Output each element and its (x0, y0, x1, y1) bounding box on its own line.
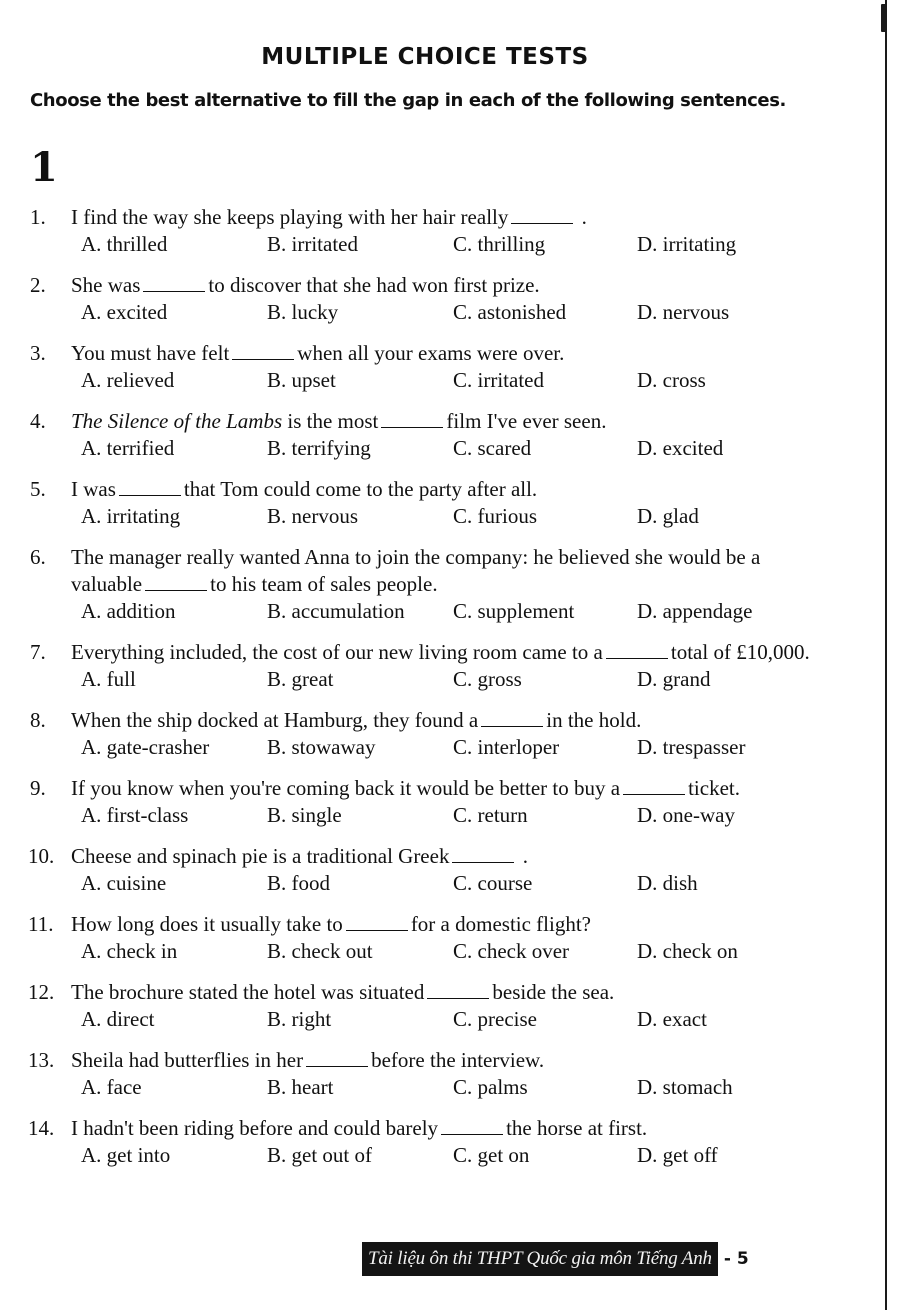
question-item (30, 204, 830, 258)
answer-option-a: A. gate-crasher (81, 735, 210, 759)
stem-text-after-gap: before the interview. (371, 1048, 545, 1072)
answer-option-c: C. get on (453, 1143, 530, 1167)
question-item (30, 272, 830, 326)
question-stem (71, 544, 830, 598)
stem-text-before-gap: Sheila had butterflies in her (71, 1048, 304, 1072)
question-stem (71, 639, 830, 666)
answer-gap (143, 274, 205, 292)
question-number: 4. (30, 409, 46, 433)
question-title-italic: The Silence of the Lambs (71, 409, 283, 433)
page-edge-mark (881, 4, 886, 32)
stem-text-after-gap: when all your exams were over. (297, 341, 565, 365)
answer-gap (452, 845, 514, 863)
answer-options (71, 666, 830, 693)
question-number: 6. (30, 545, 46, 569)
answer-option-c: C. gross (453, 667, 522, 691)
question-number: 12. (28, 980, 55, 1004)
question-item (30, 408, 830, 462)
answer-option-c: C. supplement (453, 599, 575, 623)
answer-option-a: A. first-class (81, 803, 189, 827)
answer-options (71, 734, 830, 761)
question-stem (71, 979, 830, 1006)
answer-options (71, 1142, 830, 1169)
footer-banner: Tài liệu ôn thi THPT Quốc gia môn Tiếng Anh (362, 1242, 718, 1276)
stem-text-before-gap: is the most (282, 409, 379, 433)
answer-gap (306, 1049, 368, 1067)
answer-option-d: D. excited (637, 436, 724, 460)
answer-option-c: C. irritated (453, 368, 544, 392)
answer-option-b: B. food (267, 871, 330, 895)
stem-text-after-gap: for a domestic flight? (410, 912, 592, 936)
answer-options (71, 503, 830, 530)
stem-text-after-gap: to discover that she had won first prize. (208, 273, 540, 297)
answer-option-c: C. astonished (453, 300, 567, 324)
answer-option-b: B. lucky (267, 300, 339, 324)
stem-text-after-gap: that Tom could come to the party after all. (183, 477, 538, 501)
answer-option-d: D. check on (637, 939, 738, 963)
answer-options (71, 870, 830, 897)
question-number: 11. (28, 912, 54, 936)
answer-options (71, 435, 830, 462)
stem-text-after-gap: . (576, 205, 587, 229)
question-stem (71, 1047, 830, 1074)
answer-option-b: B. heart (267, 1075, 334, 1099)
answer-option-a: A. thrilled (81, 232, 168, 256)
answer-option-b: B. irritated (267, 232, 358, 256)
question-number: 5. (30, 477, 46, 501)
answer-gap (427, 981, 489, 999)
answer-gap (606, 641, 668, 659)
question-stem (71, 911, 830, 938)
stem-text-before-gap: I hadn't been riding before and could barely (71, 1116, 439, 1140)
answer-gap (623, 777, 685, 795)
answer-option-c: C. scared (453, 436, 532, 460)
answer-options (71, 802, 830, 829)
stem-text-before-gap: I find the way she keeps playing with her hair really (71, 205, 509, 229)
answer-option-a: A. face (81, 1075, 142, 1099)
question-stem (71, 775, 830, 802)
question-item (30, 639, 830, 693)
answer-option-a: A. cuisine (81, 871, 167, 895)
answer-option-d: D. cross (637, 368, 706, 392)
question-number: 13. (28, 1048, 55, 1072)
stem-text-after-gap: . (517, 844, 528, 868)
stem-text-after-gap: ticket. (688, 776, 740, 800)
answer-option-d: D. irritating (637, 232, 737, 256)
stem-text-before-gap: When the ship docked at Hamburg, they found a (71, 708, 479, 732)
answer-option-b: B. check out (267, 939, 373, 963)
question-number: 9. (30, 776, 46, 800)
question-number: 2. (30, 273, 46, 297)
answer-option-b: B. nervous (267, 504, 358, 528)
stem-text-after-gap: the horse at first. (506, 1116, 648, 1140)
answer-option-d: D. appendage (637, 599, 753, 623)
answer-options (71, 299, 830, 326)
question-stem (71, 272, 830, 299)
answer-gap (481, 709, 543, 727)
stem-text-before-gap: The brochure stated the hotel was situated (71, 980, 425, 1004)
answer-options (71, 367, 830, 394)
question-stem (71, 476, 830, 503)
page-number: 5 (736, 1249, 749, 1269)
question-stem (71, 1115, 830, 1142)
answer-option-b: B. right (267, 1007, 332, 1031)
answer-option-b: B. terrifying (267, 436, 371, 460)
answer-option-a: A. direct (81, 1007, 155, 1031)
answer-gap (119, 478, 181, 496)
answer-options (71, 598, 830, 625)
answer-option-c: C. palms (453, 1075, 528, 1099)
question-stem (71, 843, 830, 870)
question-stem (71, 204, 830, 231)
question-number: 14. (28, 1116, 55, 1140)
answer-option-c: C. course (453, 871, 533, 895)
answer-gap (511, 206, 573, 224)
answer-gap (232, 342, 294, 360)
answer-option-d: D. get off (637, 1143, 718, 1167)
answer-option-a: A. excited (81, 300, 168, 324)
question-item (30, 1115, 830, 1169)
stem-text-before-gap: I was (71, 477, 116, 501)
answer-option-c: C. precise (453, 1007, 537, 1031)
answer-options (71, 938, 830, 965)
question-item (30, 843, 830, 897)
stem-text-before-gap: If you know when you're coming back it would be better to buy a (71, 776, 621, 800)
instructions-text: Choose the best alternative to fill the gap in each of the following sentences. (30, 90, 786, 111)
answer-option-b: B. single (267, 803, 342, 827)
section-number: 1 (30, 144, 58, 191)
answer-option-a: A. check in (81, 939, 178, 963)
answer-options (71, 1006, 830, 1033)
question-stem (71, 707, 830, 734)
stem-text-before-gap: How long does it usually take to (71, 912, 343, 936)
question-item (30, 707, 830, 761)
question-item (30, 775, 830, 829)
answer-gap (346, 913, 408, 931)
question-number: 8. (30, 708, 46, 732)
answer-options (71, 1074, 830, 1101)
stem-text-before-gap: Cheese and spinach pie is a traditional Greek (71, 844, 450, 868)
stem-text-before-gap: The manager really wanted Anna to join the company: he believed she would be a valuable (71, 545, 761, 596)
question-number: 1. (30, 205, 46, 229)
question-number: 7. (30, 640, 46, 664)
stem-text-after-gap: film I've ever seen. (446, 409, 607, 433)
answer-option-a: A. relieved (81, 368, 175, 392)
stem-text-after-gap: total of £10,000. (670, 640, 810, 664)
answer-option-a: A. irritating (81, 504, 181, 528)
footer-separator: - (723, 1249, 731, 1269)
stem-text-before-gap: She was (71, 273, 141, 297)
question-number: 10. (28, 844, 55, 868)
page-edge-line (885, 0, 887, 1310)
answer-option-c: C. furious (453, 504, 537, 528)
answer-option-d: D. nervous (637, 300, 730, 324)
stem-text-after-gap: in the hold. (546, 708, 642, 732)
answer-option-d: D. trespasser (637, 735, 746, 759)
answer-option-a: A. full (81, 667, 136, 691)
answer-option-a: A. addition (81, 599, 176, 623)
question-item (30, 1047, 830, 1101)
question-item (30, 476, 830, 530)
question-number: 3. (30, 341, 46, 365)
page-footer (362, 1240, 749, 1278)
stem-text-after-gap: beside the sea. (492, 980, 615, 1004)
question-list (30, 204, 830, 1183)
stem-text-before-gap: You must have felt (71, 341, 230, 365)
question-stem (71, 340, 830, 367)
answer-option-b: B. accumulation (267, 599, 405, 623)
page-title: MULTIPLE CHOICE TESTS (261, 44, 589, 70)
answer-option-d: D. stomach (637, 1075, 733, 1099)
answer-option-d: D. exact (637, 1007, 707, 1031)
answer-option-c: C. thrilling (453, 232, 546, 256)
answer-option-c: C. check over (453, 939, 570, 963)
answer-gap (381, 410, 443, 428)
answer-gap (145, 573, 207, 591)
answer-option-b: B. get out of (267, 1143, 372, 1167)
question-item (30, 340, 830, 394)
answer-option-a: A. get into (81, 1143, 171, 1167)
answer-gap (441, 1117, 503, 1135)
question-item (30, 911, 830, 965)
answer-option-c: C. interloper (453, 735, 560, 759)
stem-text-before-gap: Everything included, the cost of our new living room came to a (71, 640, 603, 664)
stem-text-after-gap: to his team of sales people. (210, 572, 438, 596)
answer-option-b: B. upset (267, 368, 336, 392)
answer-option-d: D. glad (637, 504, 699, 528)
question-item (30, 544, 830, 625)
answer-option-a: A. terrified (81, 436, 175, 460)
question-stem (71, 408, 830, 435)
answer-option-b: B. great (267, 667, 334, 691)
answer-option-d: D. dish (637, 871, 698, 895)
answer-option-d: D. grand (637, 667, 711, 691)
answer-option-b: B. stowaway (267, 735, 376, 759)
answer-options (71, 231, 830, 258)
answer-option-c: C. return (453, 803, 528, 827)
question-item (30, 979, 830, 1033)
answer-option-d: D. one-way (637, 803, 735, 827)
